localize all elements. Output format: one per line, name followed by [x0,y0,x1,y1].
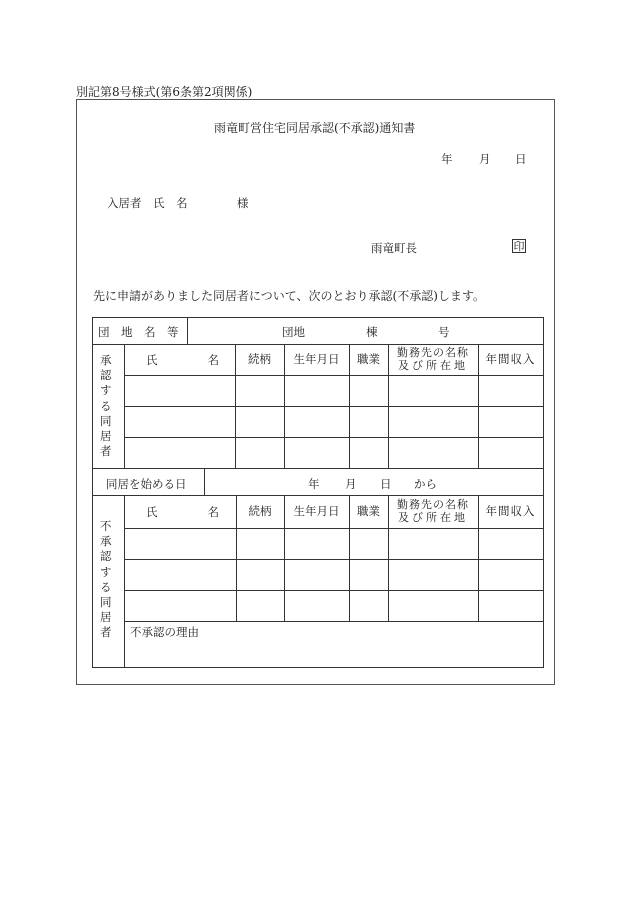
start-date-label: 同居を始める日 [106,477,187,491]
date-month-label: 月 [479,152,491,166]
column-header-occupation: 職業 [357,503,380,518]
column-header-birthdate: 生年月日 [293,503,340,518]
table-border-right [543,317,544,668]
table-rule [124,495,125,668]
table-rule [124,437,544,438]
table-border-bottom [92,667,544,668]
document-title: 雨竜町営住宅同居承認(不承認)通知書 [214,121,416,135]
table-rule [124,559,544,560]
notice-body-text: 先に申請がありました同居者について、次のとおり承認(不承認)します。 [93,289,485,303]
table-rule [124,406,544,407]
table-rule [124,344,125,469]
column-header-workplace: 勤務先の名称 及び所在地 [397,497,469,524]
table-rule [204,468,205,496]
seal-mark: 印 [513,240,525,253]
column-header-relation: 続柄 [248,351,271,366]
housing-complex-label: 団地 [282,325,305,339]
recipient-honorific: 様 [237,196,249,210]
housing-label: 団 地 名 等 [98,325,179,339]
table-rule [187,317,188,345]
column-header-name: 氏 名 [146,505,219,519]
column-header-name: 氏 名 [146,353,219,367]
rejection-reason-label: 不承認の理由 [130,625,199,639]
column-header-birthdate: 生年月日 [293,351,340,366]
table-border-top [92,317,544,318]
column-header-workplace: 勤務先の名称 及び所在地 [397,345,469,372]
column-header-income: 年間収入 [485,351,536,366]
issuer-label: 雨竜町長 [371,241,417,255]
recipient-label: 入居者 氏 名 [107,196,188,210]
table-rule [124,590,544,591]
table-border-left [92,317,93,668]
column-header-occupation: 職業 [357,351,380,366]
approved-cohabitants-label: 承 認 す る 同 居 者 [100,353,112,459]
start-date-month: 月 [345,477,357,491]
housing-unit-label: 号 [438,325,450,339]
form-frame [76,99,555,685]
table-rule [92,468,544,469]
table-rule [124,375,544,376]
date-year-label: 年 [441,152,453,166]
column-header-relation: 続柄 [248,503,272,518]
housing-building-label: 棟 [366,325,378,339]
start-date-day: 日 [380,477,392,491]
rejected-cohabitants-label: 不 承 認 す る 同 居 者 [100,519,112,640]
start-date-from: から [414,477,437,491]
table-rule [124,621,544,622]
date-day-label: 日 [515,152,527,166]
form-number-note: 別記第8号様式(第6条第2項関係) [76,85,253,99]
start-date-year: 年 [308,477,320,491]
column-header-income: 年間収入 [485,503,536,518]
table-rule [124,528,544,529]
